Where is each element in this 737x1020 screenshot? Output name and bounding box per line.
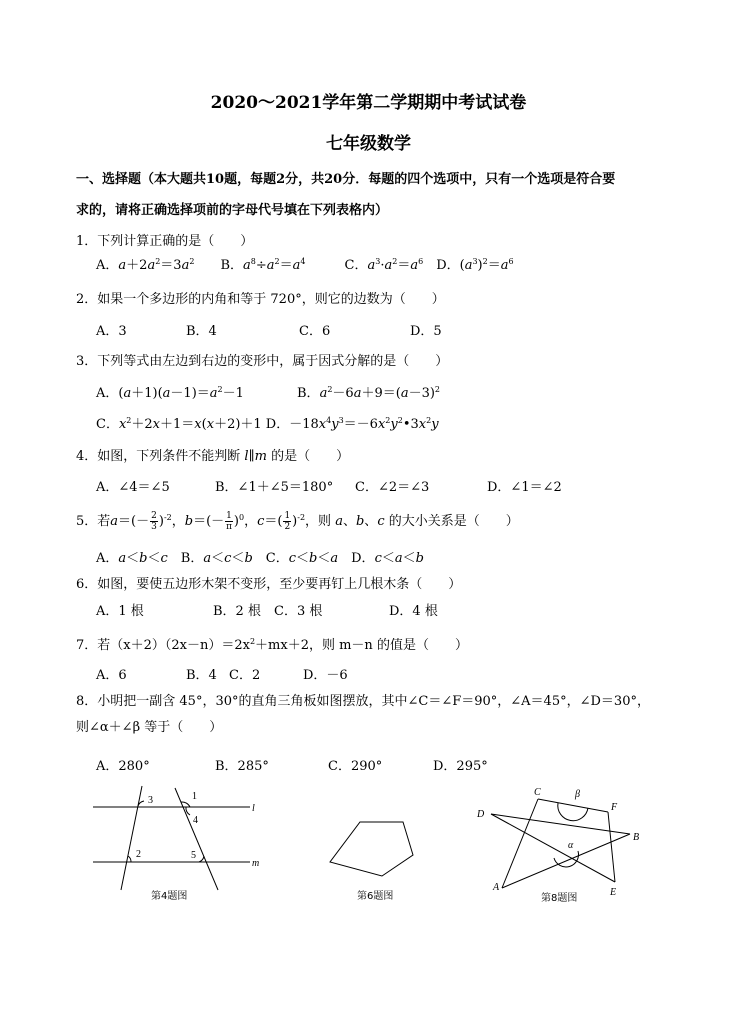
- q8-option-a: A．280°: [96, 759, 150, 774]
- q3-options-cd: C．$x^2+2x+1=x(x+2)+1$ D．$-18x^4y^3=-6x^2y^2•3x^2y$: [96, 416, 439, 432]
- fig4-label-l: l: [252, 803, 255, 814]
- q7-stem: 7．若$(x+2)(2x-n)=2x^2+mx+2$，则 m－n 的值是（ ）: [76, 637, 468, 653]
- q3-stem: 3．下列等式由左边到右边的变形中，属于因式分解的是（ ）: [76, 354, 449, 369]
- section-heading-line1: 一、选择题（本大题共10题，每题2分，共20分．每题的四个选项中，只有一个选项是符合要: [76, 172, 616, 187]
- fig8-label-b: B: [633, 832, 640, 843]
- fig4-label-m: m: [252, 858, 260, 869]
- fig4-label-1: 1: [192, 791, 197, 802]
- fig4-caption: 第4题图: [151, 891, 188, 902]
- q8-stem-line2: 则∠α＋∠β 等于（ ）: [76, 720, 223, 735]
- q2-option-a: A．3: [96, 324, 127, 339]
- fig8-caption: 第8题图: [541, 893, 578, 904]
- side-fe: [608, 812, 615, 882]
- q8-option-c: C．290°: [328, 759, 383, 774]
- q2-option-c: C．6: [299, 324, 331, 339]
- fig4-label-3: 3: [148, 795, 153, 806]
- pentagon-shape: [330, 822, 413, 876]
- q2-option-d: D．5: [410, 324, 442, 339]
- q4-stem: 4．如图，下列条件不能判断 l∥m 的是（ ）: [76, 449, 350, 464]
- fig8-label-beta: β: [575, 789, 580, 800]
- q6-option-a: A．1 根: [96, 604, 144, 619]
- fig4-label-2: 2: [136, 849, 141, 860]
- q2-option-b: B．4: [186, 324, 217, 339]
- q5-options: A．a＜b＜c B．a＜c＜b C．c＜b＜a D．c＜a＜b: [96, 551, 424, 566]
- q4-option-d: D．∠1＝∠2: [487, 480, 562, 495]
- transversal-left: [121, 786, 142, 890]
- fig8-label-f: F: [611, 802, 618, 813]
- fig4-label-5: 5: [191, 850, 196, 861]
- fig8-label-e: E: [610, 887, 617, 898]
- fig8-label-alpha: α: [568, 840, 574, 851]
- q5-stem: 5．若a＝(－ $\frac{2}{3}$ )$^{-2}$，b＝(－ $\frac{1}{\pi}$ )$^0$，c＝( $\frac{1}{2}$ )$^{-2}$，则 a、b、c 的大小关系是（ ）: [76, 511, 519, 532]
- q7-option-b: B．4: [186, 668, 217, 683]
- figure-8: [470, 782, 650, 904]
- fig4-label-4: 4: [193, 815, 198, 826]
- q7-option-a: A．6: [96, 668, 127, 683]
- fig8-label-c: C: [534, 787, 541, 798]
- transversal-right: [175, 788, 218, 890]
- q7-option-c: C．2: [229, 668, 261, 683]
- q8-stem-line1: 8．小明把一副含 45°，30°的直角三角板如图摆放，其中∠C＝∠F＝90°，∠A＝45°，∠D＝30°，: [76, 694, 650, 709]
- q4-option-a: A．∠4＝∠5: [96, 480, 170, 495]
- exam-title: 2020～2021学年第二学期期中考试试卷: [210, 93, 527, 113]
- q3-option-b: B．$a^2-6a+9=(a-3)^2$: [297, 385, 441, 401]
- q6-option-c: C．3 根: [274, 604, 323, 619]
- q6-stem: 6．如图，要使五边形木架不变形，至少要再钉上几根木条（ ）: [76, 577, 462, 592]
- q8-option-b: B．285°: [215, 759, 269, 774]
- q7-option-d: D．－6: [303, 668, 348, 683]
- fig8-label-d: D: [477, 809, 485, 820]
- fig6-caption: 第6题图: [357, 891, 394, 902]
- exam-subtitle: 七年级数学: [326, 134, 411, 154]
- section-heading-line2: 求的，请将正确选择项前的字母代号填在下列表格内）: [76, 203, 389, 218]
- q4-option-b: B．∠1＋∠5＝180°: [215, 480, 334, 495]
- q4-option-c: C．∠2＝∠3: [355, 480, 430, 495]
- q2-stem: 2．如果一个多边形的内角和等于 720°，则它的边数为（ ）: [76, 292, 445, 307]
- q1-options: A．$a+2a^2=3a^2$ B．$a^8\div a^2=a^4$ C．$a^3\cdot a^2=a^6$ D．$(a^3)^2=a^6$: [96, 257, 514, 273]
- side-cf: [538, 799, 608, 812]
- q3-option-a: A．$(a+1)(a-1)=a^2-1$: [96, 385, 244, 401]
- fig8-label-a: A: [493, 882, 500, 893]
- q8-option-d: D．295°: [433, 759, 488, 774]
- q6-option-d: D．4 根: [389, 604, 438, 619]
- q6-option-b: B．2 根: [213, 604, 261, 619]
- q1-stem: 1．下列计算正确的是（ ）: [76, 234, 254, 249]
- figure-6: [325, 815, 420, 885]
